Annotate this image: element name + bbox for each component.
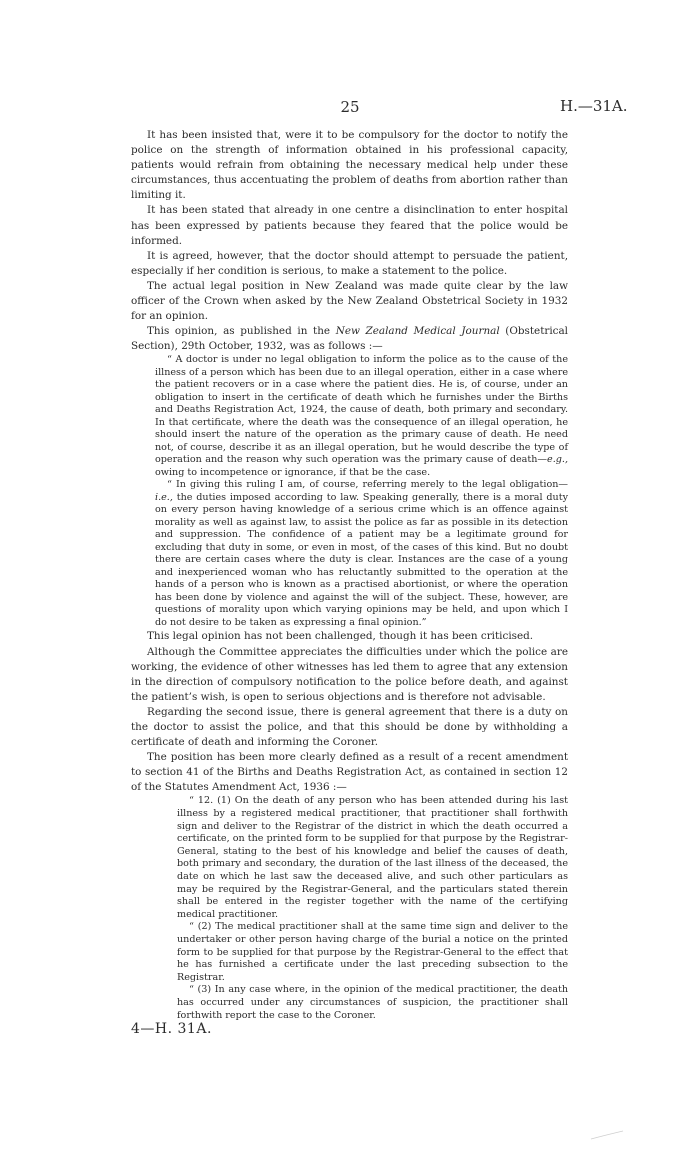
scan-mark <box>590 1130 624 1140</box>
quote-italic: i.e., <box>155 491 173 503</box>
opinion-intro-paragraph <box>131 324 568 354</box>
statute-paragraph: “ 12. (1) On the death of any person who has been attended during his last illness by a registered medical practitioner, that practitioner shall forthwith sign and deliver to the Registrar of the district in which the death occurred a certificate, on the printed form to be supplied for that purpose by the Registrar-General, stating to the best of his knowledge and belief the causes of death, both primary and secondary, the duration of the last illness of the deceased, the date on which he last saw the deceased alive, and such other particulars as may be required by the Registrar-General, and the particulars stated therein shall be entered in the register together with the name of the certifying medical practitioner. <box>177 795 568 920</box>
statute-quote <box>177 795 568 1022</box>
paragraph: It has been insisted that, were it to be compulsory for the doctor to notify the police on the strength of information obtained in his professional capacity, patients would refrain from obtaining the necessary medical help under these circumstances, thus accentuating the problem of deaths from abortion rather than limiting it. <box>131 129 568 202</box>
paragraph: The position has been more clearly defined as a result of a recent amendment to section 41 of the Births and Deaths Registration Act, as contained in section 12 of the Statutes Amendment Act, 1936 :— <box>131 751 568 794</box>
paragraph: Although the Committee appreciates the difficulties under which the police are working, the evidence of other witnesses has led them to agree that any extension in the direction of compulsory notification to the police before death, and against the patient’s wish, is open to serious objections and is therefore not advisable. <box>131 645 568 703</box>
quote-text: the duties imposed according to law. Speaking generally, there is a moral duty on every person having knowledge of a serious crime which is an offence against morality as well as against law, to assist the police as far as possible in its detection and suppression. The confidence of a patient may be a legitimate ground for excluding that duty in some, or even in most, of the cases of this kind. But no doubt there are certain cases where the duty is clear. Instances are the case of a young and inexperienced woman who has reluctantly submitted to the operation at the hands of a person who is known as a practised abortionist, or where the operation has been done by violence and against the will of the subject. These, however, are questions of morality upon which varying opinions may be held, and upon which I do not desire to be taken as expressing a final opinion.” <box>155 491 568 628</box>
paragraph: The actual legal position in New Zealand was made quite clear by the law officer of the Crown when asked by the New Zealand Obstetrical Society in 1932 for an opinion. <box>131 279 568 323</box>
paragraph: This legal opinion has not been challenged, though it has been criticised. <box>147 630 534 643</box>
legal-opinion-quote <box>155 354 568 629</box>
signature-mark: 4—H. 31A. <box>131 1021 212 1038</box>
quote-italic: e.g., <box>547 454 568 466</box>
document-reference: H.—31A. <box>560 97 628 115</box>
intro-text: This opinion, as published in the <box>147 325 336 338</box>
statute-paragraph: “ (2) The medical practitioner shall at the same time sign and deliver to the undertaker or other person having charge of the burial a notice on the printed form to be supplied for that purpose by the Registrar-General to the effect that he has furnished a certificate under the last preceding subsection to the Registrar. <box>177 921 568 983</box>
quote-text: “ A doctor is under no legal obligation to inform the police as to the cause of the illness of a person which has been due to an illegal operation, either in a case where the patient recovers or in a case where the patient dies. He is, of course, under an obligation to insert in the certificate of death which he furnishes under the Births and Deaths Registration Act, 1924, the cause of death, both primary and secondary. In that certificate, where the death was the consequence of an illegal operation, he should insert the nature of the operation as the primary cause of death. He need not, of course, describe it as an illegal operation, but he would describe the type of operation and the reason why such operation was the primary cause of death— <box>155 354 568 466</box>
quote-paragraph <box>155 479 568 629</box>
intro-text: (Obstetrical Section), 29th October, 1932, was as follows :— <box>131 325 568 353</box>
paragraph: Regarding the second issue, there is general agreement that there is a duty on the doctor to assist the police, and that this should be done by withholding a certificate of death and informing the Coroner. <box>131 705 568 749</box>
quote-text: “ In giving this ruling I am, of course, referring merely to the legal obligation— <box>167 479 568 491</box>
quote-paragraph <box>155 354 568 479</box>
quote-text: owing to incompetence or ignorance, if that be the case. <box>155 466 431 478</box>
paragraph: It has been stated that already in one centre a disinclination to enter hospital has been expressed by patients because they feared that the police would be informed. <box>131 204 568 247</box>
journal-title: New Zealand Medical Journal <box>335 325 500 338</box>
paragraph: It is agreed, however, that the doctor should attempt to persuade the patient, especially if her condition is serious, to make a statement to the police. <box>131 249 568 277</box>
statute-paragraph: “ (3) In any case where, in the opinion of the medical practitioner, the death has occurred under any circumstances of suspicion, the practitioner shall forthwith report the case to the Coroner. <box>177 984 568 1021</box>
page-number: 25 <box>340 98 360 116</box>
document-body <box>131 128 568 1037</box>
